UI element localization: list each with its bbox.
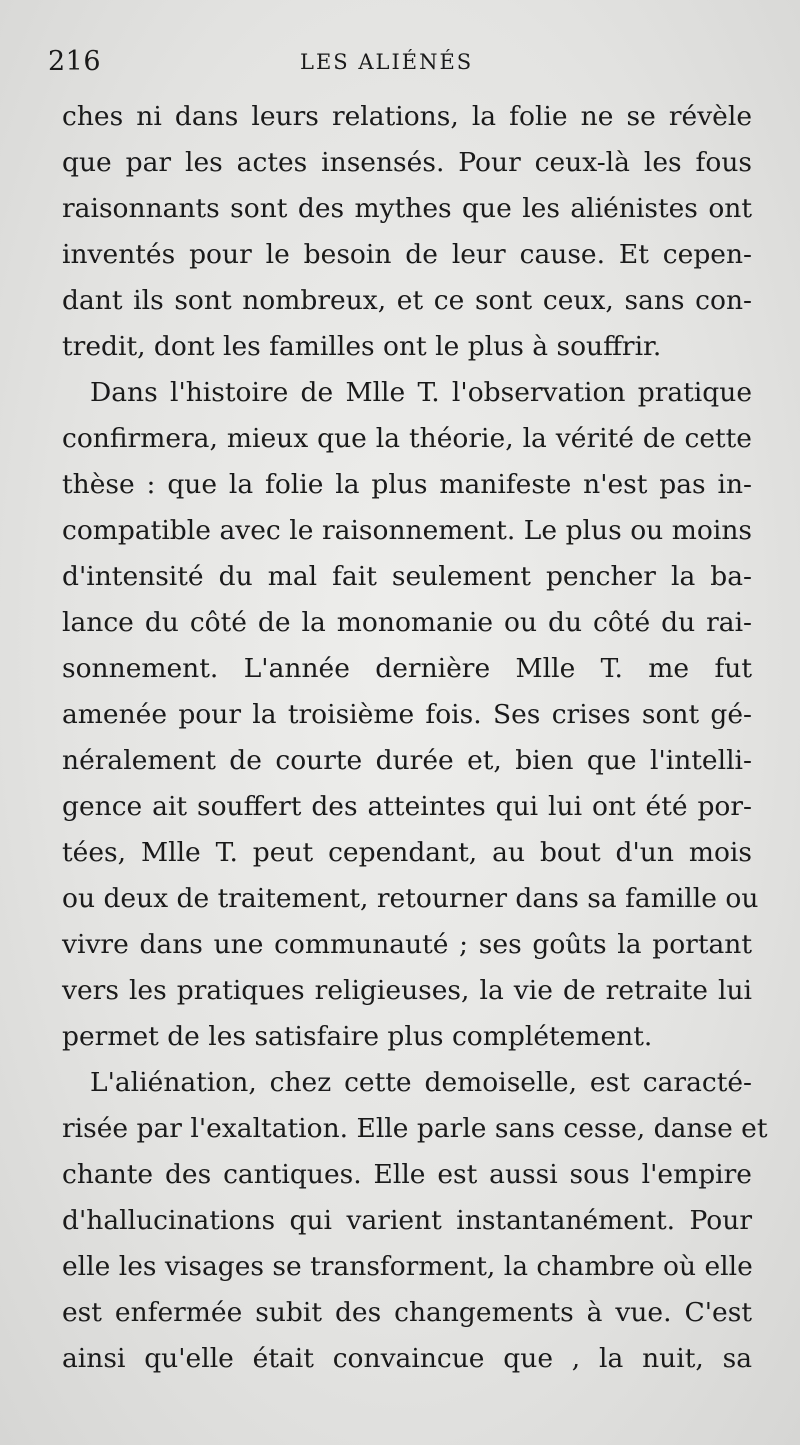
text-line: d'hallucinations qui varient instantanément. Pour xyxy=(62,1205,752,1236)
body-text xyxy=(62,94,768,1382)
text-line: inventés pour le besoin de leur cause. Et cepen- xyxy=(62,239,752,270)
page-number: 216 xyxy=(48,46,102,77)
paragraph-start-line: L'aliénation, chez cette demoiselle, est caracté- xyxy=(90,1067,752,1098)
text-line: lance du côté de la monomanie ou du côté du rai- xyxy=(62,607,752,638)
text-line: tées, Mlle T. peut cependant, au bout d'un mois xyxy=(62,837,752,868)
text-line: vers les pratiques religieuses, la vie de retraite lui xyxy=(62,975,752,1006)
text-line: thèse : que la folie la plus manifeste n'est pas in- xyxy=(62,469,752,500)
text-line: ainsi qu'elle était convaincue que , la nuit, sa xyxy=(62,1343,752,1374)
text-line: sonnement. L'année dernière Mlle T. me fut xyxy=(62,653,752,684)
text-line: gence ait souffert des atteintes qui lui ont été por- xyxy=(62,791,752,822)
text-line: d'intensité du mal fait seulement pencher la ba- xyxy=(62,561,752,592)
text-line: vivre dans une communauté ; ses goûts la portant xyxy=(62,929,752,960)
text-line: néralement de courte durée et, bien que l'intelli- xyxy=(62,745,752,776)
page-header xyxy=(48,46,758,86)
text-line: risée par l'exaltation. Elle parle sans cesse, danse et xyxy=(62,1113,768,1144)
text-line: chante des cantiques. Elle est aussi sous l'empire xyxy=(62,1159,752,1190)
text-line: elle les visages se transforment, la chambre où elle xyxy=(62,1251,753,1282)
text-line: ches ni dans leurs relations, la folie ne se révèle xyxy=(62,101,752,132)
text-line: confirmera, mieux que la théorie, la vérité de cette xyxy=(62,423,752,454)
text-line: est enfermée subit des changements à vue. C'est xyxy=(62,1297,752,1328)
text-line: permet de les satisfaire plus complétement. xyxy=(62,1021,653,1052)
text-line: raisonnants sont des mythes que les aliénistes ont xyxy=(62,193,752,224)
paragraph-start-line: Dans l'histoire de Mlle T. l'observation pratique xyxy=(90,377,752,408)
text-line: que par les actes insensés. Pour ceux-là les fous xyxy=(62,147,752,178)
text-line: dant ils sont nombreux, et ce sont ceux, sans con- xyxy=(62,285,752,316)
text-line: compatible avec le raisonnement. Le plus ou moins xyxy=(62,515,752,546)
running-title: LES ALIÉNÉS xyxy=(300,50,474,74)
text-line: tredit, dont les familles ont le plus à souffrir. xyxy=(62,331,662,362)
text-line: amenée pour la troisième fois. Ses crises sont gé- xyxy=(62,699,752,730)
text-line: ou deux de traitement, retourner dans sa famille ou xyxy=(62,883,759,914)
